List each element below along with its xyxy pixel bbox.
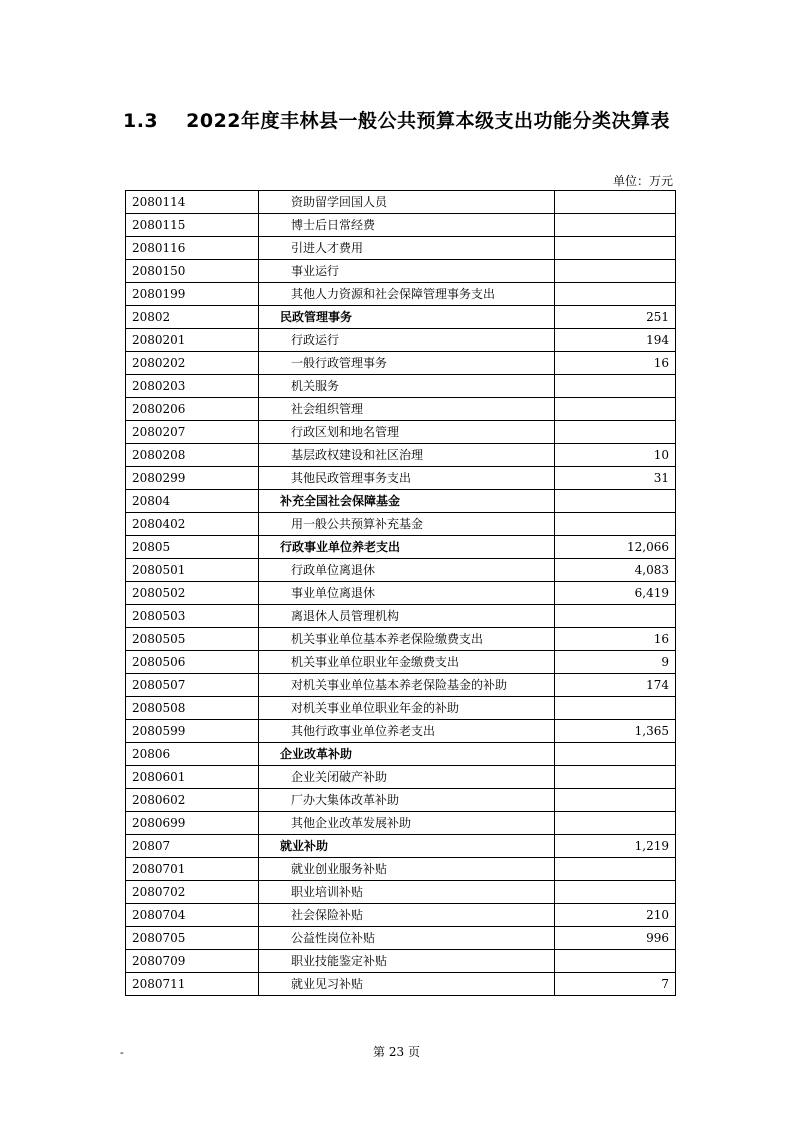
row-code: 2080599 (126, 720, 259, 743)
row-code: 2080299 (126, 467, 259, 490)
table-row (126, 283, 676, 306)
row-amount: 16 (555, 352, 676, 375)
table-row (126, 214, 676, 237)
row-amount: 194 (555, 329, 676, 352)
table-row (126, 835, 676, 858)
row-amount: 12,066 (555, 536, 676, 559)
row-item-name: 企业关闭破产补助 (259, 766, 555, 789)
row-amount: 1,365 (555, 720, 676, 743)
row-code: 2080206 (126, 398, 259, 421)
table-row (126, 973, 676, 996)
row-item-name: 机关事业单位基本养老保险缴费支出 (259, 628, 555, 651)
row-code: 2080505 (126, 628, 259, 651)
title-number: 1.3 (122, 110, 159, 132)
table-row (126, 743, 676, 766)
row-item-name: 其他企业改革发展补助 (259, 812, 555, 835)
row-item-name: 职业技能鉴定补贴 (259, 950, 555, 973)
row-item-name: 对机关事业单位基本养老保险基金的补助 (259, 674, 555, 697)
table-row (126, 766, 676, 789)
row-code: 2080114 (126, 191, 259, 214)
row-code: 2080699 (126, 812, 259, 835)
row-item-name: 行政单位离退休 (259, 559, 555, 582)
row-amount (555, 421, 676, 444)
row-code: 2080116 (126, 237, 259, 260)
row-code: 2080503 (126, 605, 259, 628)
row-code: 2080709 (126, 950, 259, 973)
row-amount: 16 (555, 628, 676, 651)
table-row (126, 950, 676, 973)
row-item-name: 其他人力资源和社会保障管理事务支出 (259, 283, 555, 306)
table-row (126, 237, 676, 260)
row-amount: 210 (555, 904, 676, 927)
table-row (126, 421, 676, 444)
table-row (126, 467, 676, 490)
row-code: 2080203 (126, 375, 259, 398)
table-row (126, 352, 676, 375)
row-code: 20806 (126, 743, 259, 766)
table-row (126, 720, 676, 743)
row-item-name: 公益性岗位补贴 (259, 927, 555, 950)
table-row (126, 513, 676, 536)
row-code: 20807 (126, 835, 259, 858)
row-code: 2080701 (126, 858, 259, 881)
row-code: 2080201 (126, 329, 259, 352)
table-row (126, 444, 676, 467)
row-item-name: 离退休人员管理机构 (259, 605, 555, 628)
row-item-name: 一般行政管理事务 (259, 352, 555, 375)
row-code: 2080507 (126, 674, 259, 697)
row-item-name: 资助留学回国人员 (259, 191, 555, 214)
table-row (126, 375, 676, 398)
row-amount (555, 605, 676, 628)
row-code: 2080501 (126, 559, 259, 582)
row-item-name: 机关服务 (259, 375, 555, 398)
row-amount: 251 (555, 306, 676, 329)
row-amount (555, 858, 676, 881)
row-amount (555, 743, 676, 766)
row-code: 2080208 (126, 444, 259, 467)
table-row (126, 697, 676, 720)
row-item-name: 引进人才费用 (259, 237, 555, 260)
table-row (126, 605, 676, 628)
table-row (126, 881, 676, 904)
row-code: 2080115 (126, 214, 259, 237)
row-amount (555, 283, 676, 306)
row-code: 2080508 (126, 697, 259, 720)
row-amount (555, 513, 676, 536)
row-code: 2080704 (126, 904, 259, 927)
table-row (126, 559, 676, 582)
row-code: 2080702 (126, 881, 259, 904)
table-row (126, 306, 676, 329)
table-row (126, 904, 676, 927)
row-item-name: 职业培训补贴 (259, 881, 555, 904)
row-item-name: 其他行政事业单位养老支出 (259, 720, 555, 743)
row-item-name: 行政区划和地名管理 (259, 421, 555, 444)
budget-table (125, 190, 676, 996)
row-code: 2080199 (126, 283, 259, 306)
row-amount (555, 812, 676, 835)
row-amount: 4,083 (555, 559, 676, 582)
row-code: 20804 (126, 490, 259, 513)
row-code: 20802 (126, 306, 259, 329)
table-row (126, 329, 676, 352)
row-item-name: 其他民政管理事务支出 (259, 467, 555, 490)
table-row (126, 789, 676, 812)
row-item-name: 事业运行 (259, 260, 555, 283)
row-amount (555, 191, 676, 214)
row-amount: 10 (555, 444, 676, 467)
table-row (126, 191, 676, 214)
row-code: 20805 (126, 536, 259, 559)
row-amount (555, 881, 676, 904)
row-item-name: 基层政权建设和社区治理 (259, 444, 555, 467)
row-item-name: 就业创业服务补贴 (259, 858, 555, 881)
row-amount: 996 (555, 927, 676, 950)
row-code: 2080602 (126, 789, 259, 812)
row-item-name: 社会保险补贴 (259, 904, 555, 927)
row-amount: 31 (555, 467, 676, 490)
row-category-name: 就业补助 (259, 835, 555, 858)
row-amount: 9 (555, 651, 676, 674)
table-body (126, 191, 676, 996)
row-amount (555, 766, 676, 789)
table-row (126, 260, 676, 283)
row-amount (555, 697, 676, 720)
row-amount (555, 398, 676, 421)
row-code: 2080502 (126, 582, 259, 605)
table-row (126, 812, 676, 835)
row-amount: 1,219 (555, 835, 676, 858)
row-category-name: 补充全国社会保障基金 (259, 490, 555, 513)
row-item-name: 行政运行 (259, 329, 555, 352)
title-text: 2022年度丰林县一般公共预算本级支出功能分类决算表 (186, 110, 671, 132)
row-item-name: 社会组织管理 (259, 398, 555, 421)
row-amount: 6,419 (555, 582, 676, 605)
row-amount (555, 237, 676, 260)
row-code: 2080601 (126, 766, 259, 789)
row-item-name: 厂办大集体改革补助 (259, 789, 555, 812)
page-number: 第 23 页 (373, 1045, 420, 1059)
row-code: 2080207 (126, 421, 259, 444)
row-code: 2080202 (126, 352, 259, 375)
row-amount: 7 (555, 973, 676, 996)
row-category-name: 行政事业单位养老支出 (259, 536, 555, 559)
table-row (126, 398, 676, 421)
row-code: 2080506 (126, 651, 259, 674)
row-amount: 174 (555, 674, 676, 697)
row-code: 2080402 (126, 513, 259, 536)
table-row (126, 490, 676, 513)
table-row (126, 651, 676, 674)
table-row (126, 927, 676, 950)
row-category-name: 民政管理事务 (259, 306, 555, 329)
table-row (126, 628, 676, 651)
unit-label: 单位：万元 (612, 174, 673, 188)
row-item-name: 就业见习补贴 (259, 973, 555, 996)
row-item-name: 机关事业单位职业年金缴费支出 (259, 651, 555, 674)
row-amount (555, 789, 676, 812)
row-code: 2080150 (126, 260, 259, 283)
row-amount (555, 375, 676, 398)
footer-dash: - (120, 1046, 124, 1059)
table-row (126, 582, 676, 605)
row-category-name: 企业改革补助 (259, 743, 555, 766)
row-item-name: 用一般公共预算补充基金 (259, 513, 555, 536)
row-item-name: 博士后日常经费 (259, 214, 555, 237)
row-amount (555, 950, 676, 973)
row-amount (555, 214, 676, 237)
page-title (0, 106, 793, 133)
table-row (126, 674, 676, 697)
row-item-name: 对机关事业单位职业年金的补助 (259, 697, 555, 720)
table-row (126, 858, 676, 881)
row-amount (555, 490, 676, 513)
table-row (126, 536, 676, 559)
row-code: 2080711 (126, 973, 259, 996)
row-amount (555, 260, 676, 283)
row-item-name: 事业单位离退休 (259, 582, 555, 605)
row-code: 2080705 (126, 927, 259, 950)
